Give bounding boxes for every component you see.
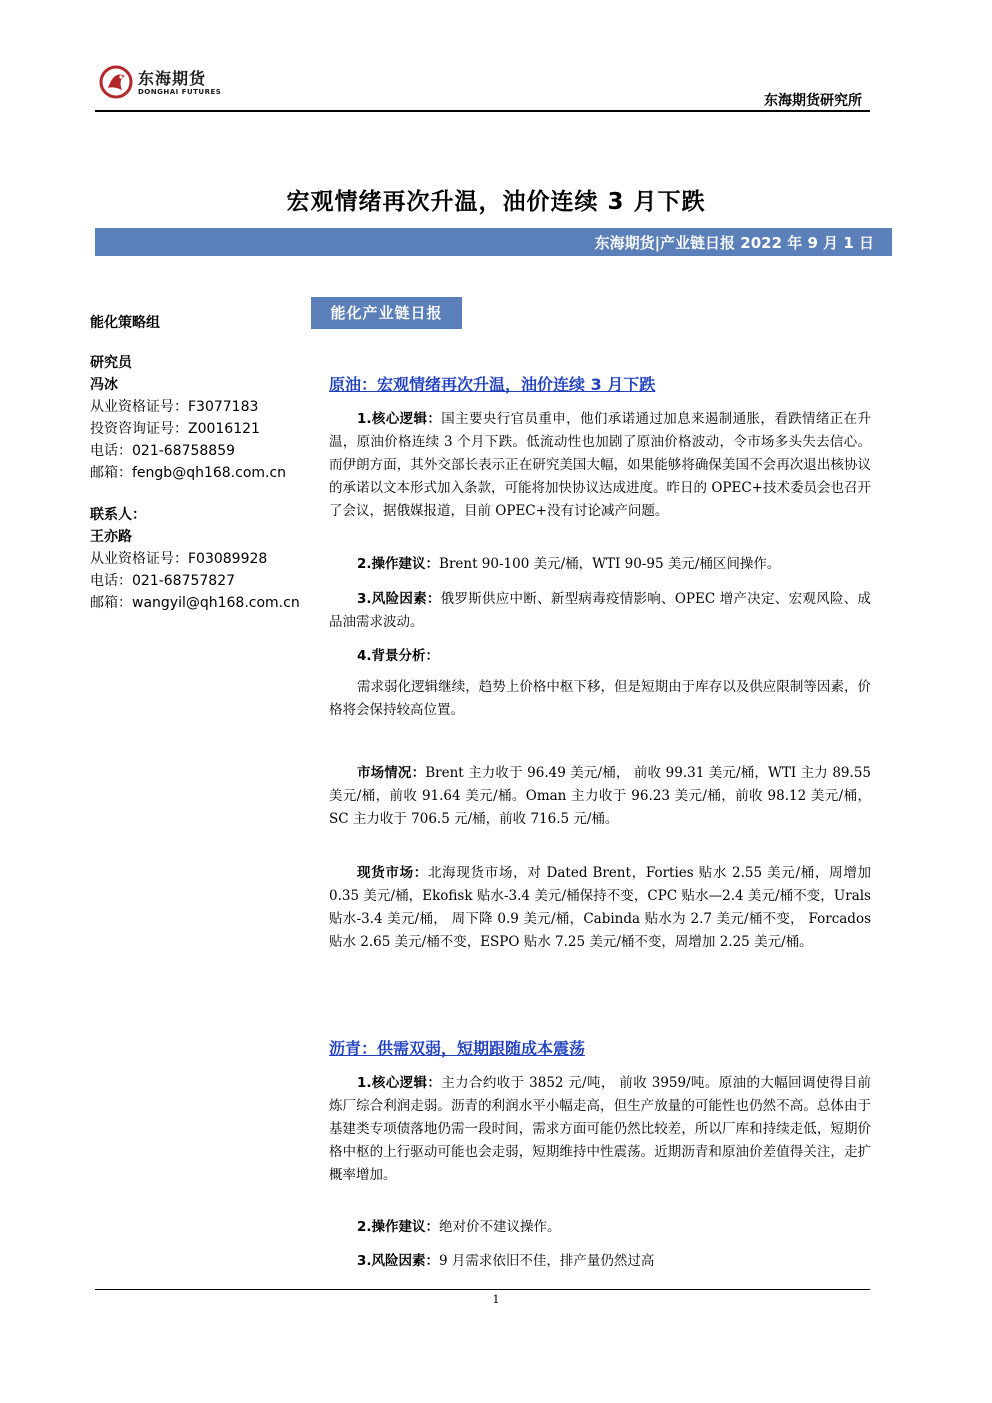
crude-spot-label: 现货市场： — [357, 865, 428, 881]
report-banner — [95, 228, 892, 256]
crude-logic-label: 1.核心逻辑： — [357, 411, 442, 427]
asphalt-section-link[interactable]: 沥青：供需双弱，短期跟随成本震荡 — [329, 1039, 586, 1058]
crude-bg-label: 4.背景分析： — [357, 648, 440, 664]
crude-background-heading — [329, 645, 871, 668]
asphalt-risk-text: 9 月需求依旧不佳，排产量仍然过高 — [439, 1253, 655, 1269]
institute-name: 东海期货研究所 — [764, 93, 862, 109]
crude-market — [329, 762, 871, 831]
asphalt-op-label: 2.操作建议： — [357, 1219, 440, 1235]
contact-name: 王亦路 — [90, 529, 132, 545]
sidebar — [90, 312, 305, 614]
asphalt-logic-label: 1.核心逻辑： — [357, 1075, 442, 1091]
asphalt-logic-text: 主力合约收于 3852 元/吨， 前收 3959/吨。原油的大幅回调使得目前炼厂综合利润走弱。沥青的利润水平小幅走高，但生产放量的可能性也仍然不高。总体由于基建类专项债落地仍需一段时间，需求方面可能仍然比较差，所以厂库和持续走低，短期价格中枢的上行驱动可能也会走弱，短期维持中性震荡。近期沥青和原油价差值得关注，走扩概率增加。 — [329, 1075, 871, 1183]
crude-core-logic — [329, 408, 871, 523]
dragon-logo-icon — [98, 62, 134, 102]
researcher-license: 从业资格证号：F3077183 — [90, 399, 259, 415]
asphalt-risk-label: 3.风险因素： — [357, 1253, 440, 1269]
contact-phone: 电话：021-68757827 — [90, 573, 236, 589]
contact-email: 邮箱：wangyil@qh168.com.cn — [90, 595, 300, 611]
researcher-email: 邮箱：fengb@qh168.com.cn — [90, 465, 287, 481]
footer-rule — [95, 1289, 870, 1290]
crude-market-label: 市场情况： — [357, 765, 426, 781]
page-number: 1 — [492, 1293, 500, 1306]
crude-operation — [329, 553, 871, 576]
crude-risk-text: 俄罗斯供应中断、新型病毒疫情影响、OPEC 增产决定、宏观风险、成品油需求波动。 — [329, 591, 871, 630]
asphalt-operation — [329, 1216, 871, 1239]
asphalt-core-logic — [329, 1072, 871, 1187]
crude-op-text: Brent 90-100 美元/桶，WTI 90-95 美元/桶区间操作。 — [439, 556, 781, 572]
logo-text-cn: 东海期货 — [138, 69, 207, 88]
researcher-name: 冯冰 — [90, 377, 118, 393]
crude-risk-label: 3.风险因素： — [357, 591, 441, 607]
crude-background-text: 需求弱化逻辑继续，趋势上价格中枢下移，但是短期由于库存以及供应限制等因素，价格将会保持较高位置。 — [329, 679, 871, 718]
asphalt-risk — [329, 1250, 871, 1273]
crude-market-text: Brent 主力收于 96.49 美元/桶， 前收 99.31 美元/桶，WTI 主力 89.55 美元/桶，前收 91.64 美元/桶。Oman 主力收于 96.23 美元/桶，前收 98.12 美元/桶，SC 主力收于 706.5 元/桶，前收 716.5 元/桶。 — [329, 765, 871, 827]
crude-risk — [329, 588, 871, 634]
team-name: 能化策略组 — [90, 315, 160, 331]
header-rule — [95, 110, 870, 112]
crude-section-link[interactable]: 原油：宏观情绪再次升温，油价连续 3 月下跌 — [329, 375, 656, 394]
report-category-tag: 能化产业链日报 — [311, 297, 462, 329]
asphalt-op-text: 绝对价不建议操作。 — [439, 1219, 561, 1235]
company-logo — [98, 62, 238, 104]
researcher-consult-license: 投资咨询证号：Z0016121 — [90, 421, 260, 437]
contact-heading: 联系人： — [90, 507, 146, 523]
crude-spot-text: 北海现货市场，对 Dated Brent，Forties 贴水 2.55 美元/桶，周增加 0.35 美元/桶，Ekofisk 贴水-3.4 美元/桶保持不变，CPC 贴水—2.4 美元/桶不变，Urals 贴水-3.4 美元/桶， 周下降 0.9 美元/桶，Cabinda 贴水为 2.7 美元/桶不变， Forcados 贴水 2.65 美元/桶不变，ESPO 贴水 7.25 美元/桶不变，周增加 2.25 美元/桶。 — [329, 865, 872, 950]
researcher-heading: 研究员 — [90, 355, 132, 371]
researcher-phone: 电话：021-68758859 — [90, 443, 236, 459]
crude-logic-text: 国主要央行官员重申，他们承诺通过加息来遏制通胀，看跌情绪正在升温，原油价格连续 3 个月下跌。低流动性也加剧了原油价格波动，令市场多头失去信心。而伊朗方面，其外交部长表示正在研究美国大幅，如果能够将确保美国不会再次退出核协议的承诺以文本形式加入条款，可能将加快协议达成进度。昨日的 OPEC+技术委员会也召开了会议，据俄媒报道，目前 OPEC+没有讨论减产问题。 — [329, 411, 872, 519]
contact-license: 从业资格证号：F03089928 — [90, 551, 268, 567]
banner-text: 东海期货|产业链日报 2022 年 9 月 1 日 — [594, 234, 874, 252]
crude-op-label: 2.操作建议： — [357, 556, 440, 572]
page-title: 宏观情绪再次升温，油价连续 3 月下跌 — [286, 189, 706, 215]
crude-spot — [329, 862, 871, 954]
logo-text-en: DONGHAI FUTURES — [138, 88, 222, 96]
